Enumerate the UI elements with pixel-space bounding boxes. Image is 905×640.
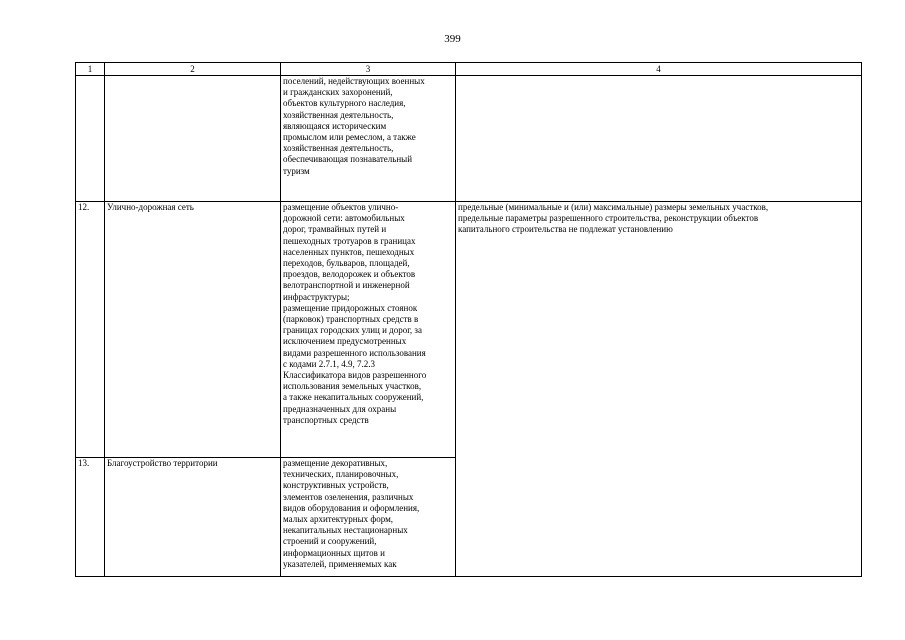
text-line: элементов озеленения, различных <box>283 491 414 502</box>
text-line: конструктивных устройств, <box>283 480 389 491</box>
text-line: некапитальных нестационарных <box>283 525 408 536</box>
text-line: велотранспортной и инженерной <box>283 280 410 291</box>
land-use-name <box>105 76 281 202</box>
land-use-name: Благоустройство территории <box>105 458 281 577</box>
permitted-parameters <box>456 202 862 577</box>
text-line: дорог, трамвайных путей и <box>283 224 387 235</box>
text-line: (парковок) транспортных средств в <box>283 314 419 325</box>
text-line: технических, планировочных, <box>283 469 399 480</box>
text-line: капитального строительства не подлежат установлению <box>458 224 673 235</box>
table-row <box>76 76 862 202</box>
text-line: границах городских улиц и дорог, за <box>283 325 422 336</box>
text-line: исключением предусмотренных <box>283 336 407 347</box>
text-line: предельные (минимальные и (или) максимальные) размеры земельных участков, <box>458 202 769 212</box>
land-use-description <box>281 458 456 577</box>
text-line: дорожной сети: автомобильных <box>283 213 405 224</box>
column-header-2: 2 <box>105 63 281 76</box>
text-line: с кодами 2.7.1, 4.9, 7.2.3 <box>283 358 375 369</box>
text-line: размещение объектов улично- <box>283 202 399 212</box>
land-use-table <box>75 62 862 577</box>
text-line: предельные параметры разрешенного строительства, реконструкции объектов <box>458 213 759 224</box>
text-line: предназначенных для охраны <box>283 403 397 414</box>
text-line: проездов, велодорожек и объектов <box>283 269 416 280</box>
text-line: промыслом или ремеслом, а также <box>283 132 416 143</box>
text-line: поселений, недействующих военных <box>283 76 425 86</box>
column-header-3: 3 <box>281 63 456 76</box>
row-number: 12. <box>76 202 105 458</box>
text-line: а также некапитальных сооружений, <box>283 392 424 403</box>
text-line: видов оборудования и оформления, <box>283 502 420 513</box>
table-header-row <box>76 63 862 76</box>
text-line: размещение придорожных стоянок <box>283 302 418 313</box>
text-line: и гражданских захоронений, <box>283 87 393 98</box>
land-use-name: Улично-дорожная сеть <box>105 202 281 458</box>
land-use-description <box>281 202 456 458</box>
text-line: хозяйственная деятельность, <box>283 109 394 120</box>
text-line: транспортных средств <box>283 414 369 425</box>
row-number <box>76 76 105 202</box>
column-header-1: 1 <box>76 63 105 76</box>
page-number: 399 <box>444 33 461 45</box>
text-line: информационных щитов и <box>283 547 385 558</box>
table-row <box>76 202 862 458</box>
text-line: указателей, применяемых как <box>283 558 397 569</box>
text-line: хозяйственная деятельность, <box>283 143 394 154</box>
text-line: туризм <box>283 165 310 176</box>
permitted-parameters <box>456 76 862 202</box>
text-line: малых архитектурных форм, <box>283 514 394 525</box>
text-line: использования земельных участков, <box>283 381 422 392</box>
text-line: пешеходных тротуаров в границах <box>283 235 416 246</box>
text-line: строений и сооружений, <box>283 536 377 547</box>
text-line: размещение декоративных, <box>283 458 388 468</box>
column-header-4: 4 <box>456 63 862 76</box>
land-use-description <box>281 76 456 202</box>
text-line: инфраструктуры; <box>283 291 350 302</box>
text-line: населенных пунктов, пешеходных <box>283 246 415 257</box>
text-line: видами разрешенного использования <box>283 347 426 358</box>
text-line: переходов, бульваров, площадей, <box>283 258 410 269</box>
text-line: являющаяся историческим <box>283 120 387 131</box>
text-line: объектов культурного наследия, <box>283 98 406 109</box>
row-number: 13. <box>76 458 105 577</box>
text-line: Классификатора видов разрешенного <box>283 370 427 381</box>
text-line: обеспечивающая познавательный <box>283 154 413 165</box>
